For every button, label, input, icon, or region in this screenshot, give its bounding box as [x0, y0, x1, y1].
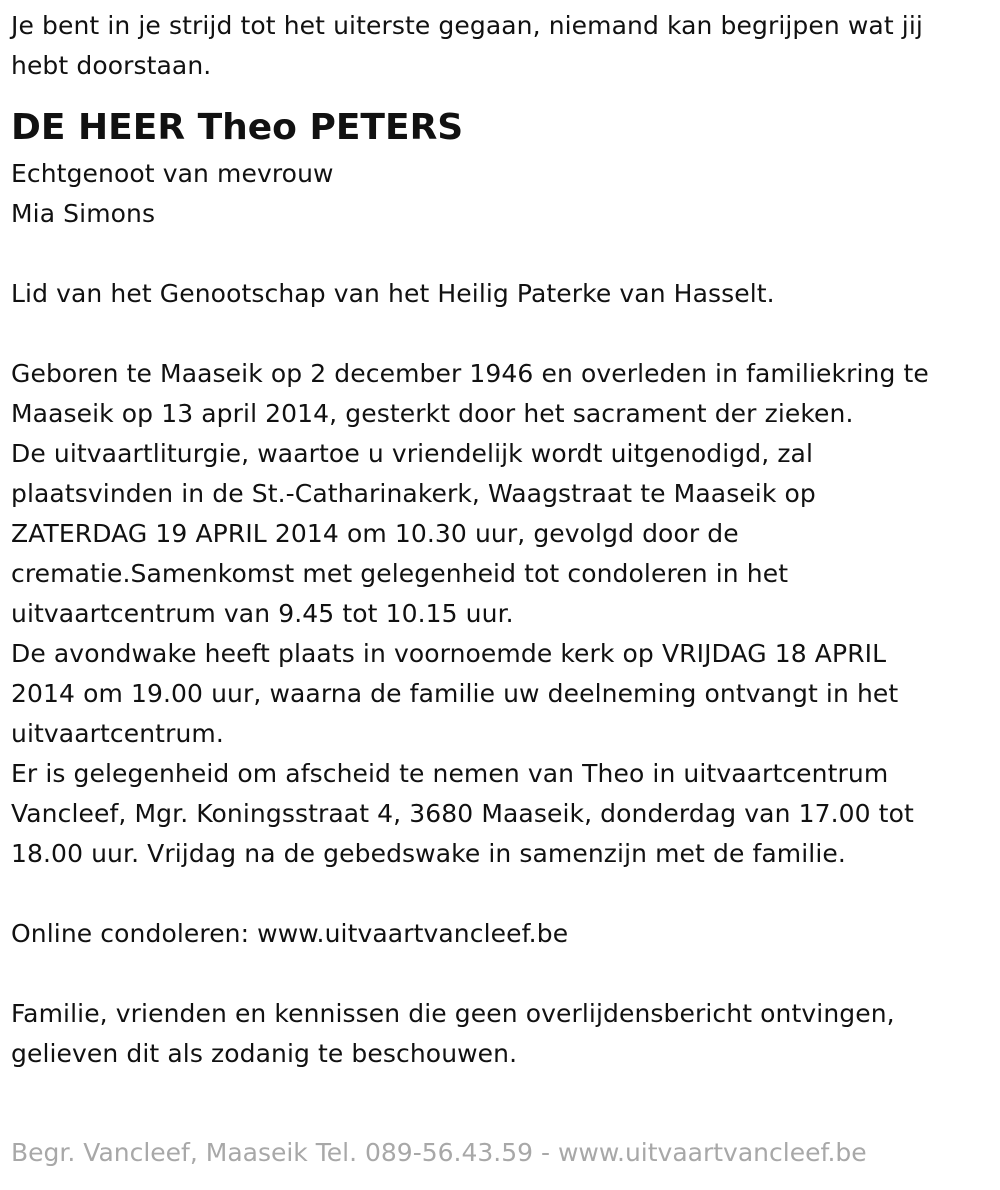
intro-line: hebt doorstaan.	[11, 51, 212, 80]
details-line: crematie.Samenkomst met gelegenheid tot condoleren in het	[11, 559, 789, 588]
details-line: 2014 om 19.00 uur, waarna de familie uw deelneming ontvangt in het	[11, 679, 899, 708]
obituary-document	[11, 6, 991, 1074]
details-line: De uitvaartliturgie, waartoe u vriendelijk wordt uitgenodigd, zal	[11, 439, 814, 468]
details-block	[11, 354, 991, 874]
deceased-name-title: DE HEER Theo PETERS	[11, 107, 464, 148]
details-line: Maaseik op 13 april 2014, gesterkt door het sacrament der zieken.	[11, 399, 854, 428]
intro-line: Je bent in je strijd tot het uiterste gegaan, niemand kan begrijpen wat jij	[11, 11, 923, 40]
details-line: uitvaartcentrum.	[11, 719, 224, 748]
closing-line: gelieven dit als zodanig te beschouwen.	[11, 1039, 518, 1068]
spacer	[11, 954, 991, 994]
spacer	[11, 874, 991, 914]
details-line: 18.00 uur. Vrijdag na de gebedswake in samenzijn met de familie.	[11, 839, 846, 868]
spacer	[11, 314, 991, 354]
spouse-block	[11, 154, 991, 234]
spouse-line: Echtgenoot van mevrouw	[11, 159, 334, 188]
intro-quote	[11, 6, 991, 86]
details-line: Vancleef, Mgr. Koningsstraat 4, 3680 Maaseik, donderdag van 17.00 tot	[11, 799, 914, 828]
details-line: De avondwake heeft plaats in voornoemde kerk op VRIJDAG 18 APRIL	[11, 639, 887, 668]
details-line: Geboren te Maaseik op 2 december 1946 en overleden in familiekring te	[11, 359, 929, 388]
membership-text: Lid van het Genootschap van het Heilig Paterke van Hasselt.	[11, 279, 775, 308]
details-line: plaatsvinden in de St.-Catharinakerk, Waagstraat te Maaseik op	[11, 479, 816, 508]
details-line: uitvaartcentrum van 9.45 tot 10.15 uur.	[11, 599, 514, 628]
online-condolence-text: Online condoleren: www.uitvaartvancleef.be	[11, 919, 569, 948]
details-line: ZATERDAG 19 APRIL 2014 om 10.30 uur, gevolgd door de	[11, 519, 739, 548]
spouse-line: Mia Simons	[11, 199, 156, 228]
spacer	[11, 234, 991, 274]
closing-block	[11, 994, 991, 1074]
closing-line: Familie, vrienden en kennissen die geen overlijdensbericht ontvingen,	[11, 999, 895, 1028]
details-line: Er is gelegenheid om afscheid te nemen van Theo in uitvaartcentrum	[11, 759, 889, 788]
funeral-home-footer: Begr. Vancleef, Maaseik Tel. 089-56.43.59 - www.uitvaartvancleef.be	[11, 1138, 867, 1167]
